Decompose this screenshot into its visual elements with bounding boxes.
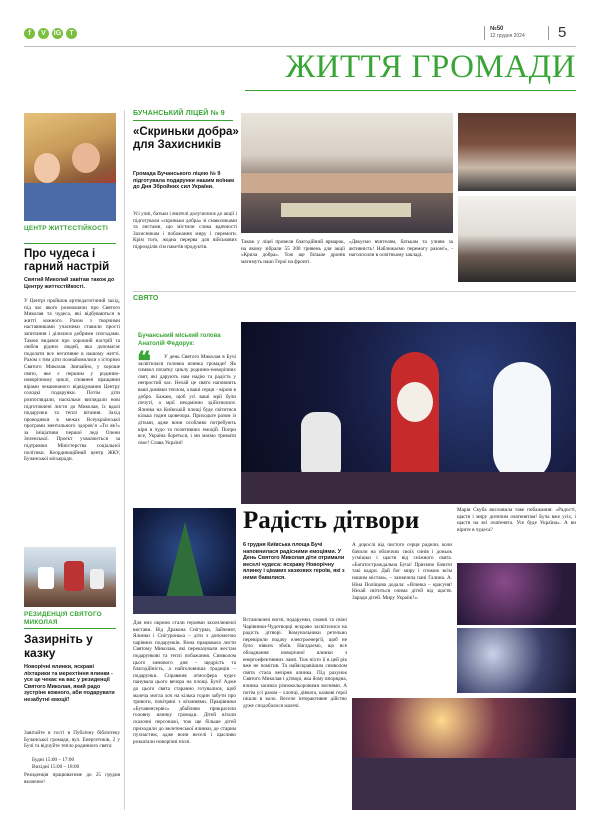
students-gifts-photo xyxy=(458,113,576,191)
article-body: Встановлені вогні, подарунки, смачні та свіжі Чарівники-Чудотворці яскраво засвітилися на радість дітворі. Комунальники ретельно перевірили подачу електроенергії, щоб не було ніяких збоїв. Нагадаємо, що все обладнання новорічної ялинки з енергоефективних ламп. Тож ніхто її в цей рік вже не помітив. Та найяскравішим символом свята стала вечірня ялинка. Під рахунок Святого Миколая і дітворі, яка йому впорядна, ялинка засяяла різнокольоровими вогнями. А потім усі разом – хлопці, дівчата, казкові герої пішли в коло. Веселе інтерактивне дійство дуже сподобалося малечі. xyxy=(243,617,347,709)
section-label: ЦЕНТР ЖИТТЄСТІЙКОСТІ xyxy=(24,225,108,232)
issue-date: 12 грудня 2024 xyxy=(490,33,525,39)
article-body: А дорослі від чистого серця радили, коли бачили на обличчях своїх синів і доньок усмішки і щастя від сніжного свята. «Багатостраждальна Буча! Приємно бачити такі кадри. Дай бог миру і спокою всім нашим містам», – зазначила пані Галина. А. Ніна Поліщова додала: «Ялинка – красуня! Нехай світиться очима дітей від щастя. Заради дітей. Миру Україні!». xyxy=(352,542,452,601)
instagram-icon[interactable]: IG xyxy=(53,30,62,37)
article-headline: Радість дітвори xyxy=(243,507,420,534)
hours-item: Вихідні 15:00 – 18:00 xyxy=(32,764,80,770)
article-lead: Святий Миколай завітав також до Центру життєстійкості. xyxy=(24,277,115,290)
article-body: Для них окремо стали героями захоплюючої вистави. Від Дракона Снігурки, Зайченят, Ялинки і Снігуронька – діти з допомогою чарівних подарунків. Вона працювала листи Святому Миколаю, які переказували жестам подарункові та теплі побажання. Символом цього зимового дня – щедрість та благодійність, а найголовніша традиція – подарунки. Справжня атмосфера чудес панувала цього вечора на площі. Бучі! Адже до цього свята старанно готувалися, щоб малеча могла хоч на кілька годин забути про тривоги, повітряні з вітаннями. Працівники «Бучавенсервіс» дбайливо прикрасили головну ялинку громади. Дітей вітали сказочні персонажі, тож ще більше дітей приходили до велетенської ялинки, де старим пухнастим, адже вони веселі і щасливо розкатали новорічні пісні. xyxy=(133,620,236,745)
article-headline: «Скриньки добра» для Захисників xyxy=(133,126,239,151)
center-kids-photo xyxy=(24,113,116,221)
article-lead: 6 грудня Київська площа Бучі наповнилася радісними емоціями. У День Святого Миколая діти отримали веселі чудеса: яскраву Новорічну ялинку і цікавих казкових героїв, які з ними бавилися. xyxy=(243,542,345,581)
article-note: Резиденція працюватиме до 25 грудня включно! xyxy=(24,772,120,785)
article-body: У Центрі пройшов артпедагогічний захід, під час якого розмовляли про Святого Миколая та чудеса, які відбуваються в житті кожного. Разом з творчими наставниками учасники ставили прості запитання і ділилися добрими спогадами. Такою видався про хороший настрій та любов рідних людей, яка допомагає подолати все негативне в нашому житті. Разом з тим діти познайомилися з історією Святого Миколая. Звичайно, у хороше свято, яке є першим у родинно-новорічному циклі, сповнені пращании вірами чекаюваного відвідування Центру солодкі подарунки. Потім діти розпоглядали, наскільки виглядали нові підготовлені листи до Миколая, їх вдалі подарунки та теплі вітання. Захід проводився в межах Всеукраїнської програми ментального здоров’я «Ти як?» за ініціативи першої леді Олени Зеленської. Проєкт ухвалюється за підтримки Міністерства соціальної політики. Координаційний центр ЖКУ, Бучанської міськради. xyxy=(24,298,120,463)
section-title: ЖИТТЯ ГРОМАДИ xyxy=(285,49,576,85)
viber-icon[interactable]: V xyxy=(38,28,49,39)
section-label: БУЧАНСЬКИЙ ЛІЦЕЙ № 9 xyxy=(133,110,225,117)
page-number: 5 xyxy=(558,24,567,41)
telegram-icon[interactable]: T xyxy=(66,28,77,39)
article-lead: Новорічні ялинки, яскраві ліхтарики та мерехтіння ялинки - усе це чекає на вас у резиденції Святого Миколая, який радо зустріне кожного, аби подарувати незабутні емоції! xyxy=(24,664,115,703)
quote-author: Бучанський міський голова Анатолій Федорук: xyxy=(138,333,221,347)
residence-photo xyxy=(24,547,116,607)
issue-number: №50 xyxy=(490,26,504,32)
santa-stage-photo xyxy=(241,322,576,504)
evening-crowd-photo xyxy=(352,698,576,810)
article-body: Завітайте в гості в Публічну бібліотеку Бучанської громади, вул. Енергетиків, 2 у Бучі та відчуйте тепло родинного свята: xyxy=(24,730,120,750)
lyceum-group-photo xyxy=(241,113,453,233)
article-body: Усі учні, батьки і вчителі долучилися до акції і підготували «скриньки добра» зі смаколиками та листами, що містили слова вдячності Захисникам і побажання миру і перемоги. Крім того, жодна перерва для військових підрозділів сім пакетів продуктів. xyxy=(133,211,237,250)
crowd-photo-2 xyxy=(457,628,576,693)
crowd-photo-1 xyxy=(457,563,576,625)
article-body: «Дякуємо вчителям, батькам та учням за активність! Наближаємо перемогу разом!», - наголосили в освітньому закладі. xyxy=(349,239,453,259)
students-boxes-photo xyxy=(458,196,576,282)
facebook-icon[interactable]: f xyxy=(24,28,35,39)
article-lead: Громада Бучанського ліцею № 9 підготувала подарунки нашим воїнам до Дня Збройних сил України. xyxy=(133,171,235,191)
article-body: Марія Скуба висловила таке побажання: «Радості, щастя і миру дитячим очатенятам! Буча вже усіх, і щастя на всі очатенята. Усе буде Україна». А ви вірите в чудеса? xyxy=(457,507,576,533)
article-headline: Про чудеса і гарний настрій xyxy=(24,248,110,273)
tree-photo xyxy=(133,508,236,614)
social-icons xyxy=(24,28,94,40)
quote-text: У день Святого Миколая в Бучі засвітилася головна ялинка громади! Як символ початку циклу родинно-новорічних свят, які дарують нам надію та радість у непростий час. Нехай це свято наповнить ваші домівки теплом, а ваші серця – вірою в добро. Бажаю, щоб усі ваші мрії були почуті, а мрії неодмінно здійснилися. Ялинка на Київській площі буде світитися кілька годин щовечора. Приходьте разом із дітьми, адже вони особливо потребують віри в чудо та позитивних емоцій. Попри все, Україна бореться, і ми маємо тримати своє! Слава Україні! xyxy=(138,354,236,446)
section-label: РЕЗИДЕНЦІЯ СВЯТОГО МИКОЛАЯ xyxy=(24,611,102,626)
article-body: Також у ліцеї провели благодійний ярмарок, на якому зібрали 55 200 гривень для акції «Крила добра». Тож ще більше дронів матимуть наші Герої на фронті. xyxy=(241,239,345,265)
section-label: СВЯТО xyxy=(133,295,159,302)
article-headline: Зазирніть у казку xyxy=(24,632,93,660)
quote-mark-icon: ❝ xyxy=(137,347,151,376)
hours-item: Будні 15:00 – 17:00 xyxy=(32,757,75,763)
